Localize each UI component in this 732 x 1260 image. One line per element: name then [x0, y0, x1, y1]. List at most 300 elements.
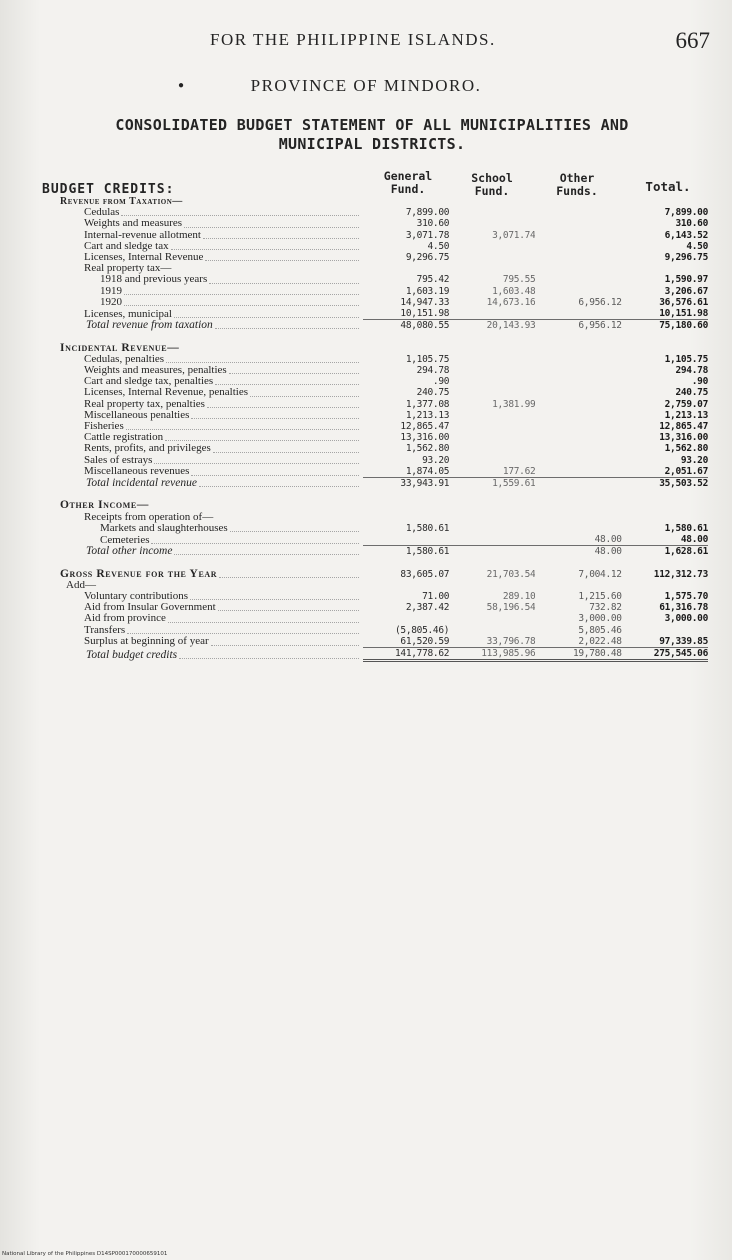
general-fund-cell: 61,520.59 [400, 635, 450, 647]
row-label-wrap [60, 569, 363, 580]
other-funds-cell [535, 421, 621, 432]
leader-dots [207, 406, 359, 408]
school-fund-cell: 20,143.93 [449, 320, 535, 332]
general-fund-cell: 310.60 [416, 218, 450, 230]
row-label: Add— [66, 579, 96, 591]
row-label-cell [60, 286, 363, 297]
row-label: Aid from Insular Government [84, 602, 216, 614]
row-label: Licenses, Internal Revenue, penalties [84, 387, 249, 399]
row-label-cell [60, 365, 363, 376]
row-label: Fisheries [84, 421, 124, 433]
table-row [60, 297, 708, 308]
table-row [60, 580, 708, 591]
row-label-cell [60, 399, 363, 410]
table-row [60, 343, 708, 354]
total-cell: 61,316.78 [659, 602, 708, 614]
general-fund-cell [363, 512, 449, 523]
row-label-cell [60, 252, 363, 263]
table-row [60, 443, 708, 454]
row-label-cell [60, 591, 363, 602]
total-cell [622, 512, 708, 523]
row-label: Real property tax, penalties [84, 398, 205, 410]
school-fund-cell: 113,985.96 [449, 648, 535, 661]
row-label-wrap [60, 309, 363, 320]
row-label-cell [60, 455, 363, 466]
general-fund-cell: 48,080.55 [363, 320, 449, 332]
school-fund-cell [449, 613, 535, 624]
table-row [60, 455, 708, 466]
general-fund-cell: 93.20 [422, 454, 450, 466]
row-label-wrap [60, 512, 363, 523]
other-funds-cell [535, 512, 621, 523]
general-fund-cell: (5,805.46) [394, 624, 450, 636]
leader-dots [215, 327, 359, 329]
leader-dots [121, 214, 358, 216]
row-label-wrap [60, 500, 363, 511]
school-fund-cell: 795.55 [502, 274, 536, 286]
school-fund-cell [449, 410, 535, 421]
row-label: Other Income— [60, 500, 149, 512]
row-spacer [60, 331, 708, 342]
table-row [60, 218, 708, 229]
leader-dots [211, 644, 359, 646]
other-funds-cell: 3,000.00 [578, 613, 622, 625]
total-cell: 93.20 [680, 454, 708, 466]
row-label-wrap [60, 602, 363, 613]
other-funds-cell [535, 399, 621, 410]
school-fund-cell [449, 580, 535, 591]
row-label-cell [60, 625, 363, 636]
school-fund-cell [449, 376, 535, 387]
leader-dots [199, 485, 359, 487]
leader-dots [166, 361, 359, 363]
row-label-cell [60, 546, 363, 558]
running-head [0, 30, 732, 54]
leader-dots [205, 259, 359, 261]
leader-dots [165, 439, 359, 441]
school-fund-cell [449, 365, 535, 376]
row-label-cell [60, 613, 363, 624]
table-row [60, 230, 708, 241]
row-label-cell [60, 636, 363, 648]
school-fund-cell: 177.62 [502, 465, 536, 477]
row-label-cell [60, 308, 363, 320]
general-fund-cell [363, 534, 449, 546]
row-label-wrap [60, 263, 363, 274]
row-label: Total incidental revenue [86, 477, 197, 490]
total-cell [622, 625, 708, 636]
table-row [60, 625, 708, 636]
leader-dots [250, 395, 359, 397]
leader-dots [151, 542, 358, 544]
column-header-school-line2: Fund. [474, 184, 510, 198]
general-fund-cell: 795.42 [416, 274, 450, 286]
total-cell: 112,312.73 [653, 568, 708, 580]
footer-credit: National Library of the Philippines D14SP000170000659101 [2, 1251, 168, 1257]
total-cell: 294.78 [675, 365, 708, 377]
row-label-cell [60, 410, 363, 421]
leader-dots [190, 598, 359, 600]
row-label: 1918 and previous years [100, 274, 208, 286]
column-header-school-fund [462, 172, 522, 198]
school-fund-cell [449, 207, 535, 218]
school-fund-cell [449, 546, 535, 558]
total-cell: 1,562.80 [664, 443, 708, 455]
general-fund-cell: 1,213.13 [405, 409, 450, 421]
total-cell: 310.60 [675, 218, 708, 230]
row-label-cell [60, 523, 363, 534]
row-label-wrap [60, 421, 363, 432]
row-label-cell [60, 500, 363, 511]
row-label: Rents, profits, and privileges [84, 443, 211, 455]
total-cell: 1,575.70 [664, 591, 708, 603]
total-cell: .90 [691, 376, 708, 388]
table-row [60, 569, 708, 580]
school-fund-cell [449, 443, 535, 454]
row-label-wrap [60, 546, 363, 557]
other-funds-cell: 6,956.12 [578, 296, 622, 308]
row-label-wrap [60, 354, 363, 365]
school-fund-cell: 3,071.74 [492, 229, 536, 241]
table-row [60, 320, 708, 332]
row-label-wrap [60, 580, 363, 591]
column-header-other-line1: Other [559, 171, 595, 185]
row-label-wrap [60, 455, 363, 466]
row-label-wrap [60, 443, 363, 454]
row-label-wrap [60, 196, 363, 207]
school-fund-cell [449, 241, 535, 252]
general-fund-cell: .90 [432, 376, 450, 388]
table-row [60, 263, 708, 274]
row-label: Cedulas [84, 207, 120, 219]
other-funds-cell [535, 207, 621, 218]
table-row [60, 252, 708, 263]
total-cell: 4.50 [686, 240, 708, 252]
table-row [60, 523, 708, 534]
table-row [60, 274, 708, 285]
general-fund-cell [363, 343, 449, 354]
table-row [60, 636, 708, 648]
school-fund-cell: 33,796.78 [486, 635, 536, 647]
table-row [60, 466, 708, 478]
other-funds-cell [535, 308, 621, 320]
province-title: PROVINCE OF MINDORO. [250, 76, 482, 95]
leader-dots [213, 451, 359, 453]
row-label: Cart and sledge tax [84, 240, 169, 252]
total-cell: 9,296.75 [664, 252, 708, 264]
row-spacer [60, 557, 708, 568]
table-row [60, 308, 708, 320]
other-funds-cell [535, 500, 621, 511]
total-cell: 48.00 [680, 534, 708, 546]
row-label-cell [60, 354, 363, 365]
total-cell: 10,151.98 [659, 308, 708, 320]
row-label-wrap [60, 432, 363, 443]
heading-line-1: CONSOLIDATED BUDGET STATEMENT OF ALL MUNICIPALITIES AND [115, 116, 629, 134]
general-fund-cell: 12,865.47 [400, 421, 450, 433]
school-fund-cell [449, 252, 535, 263]
row-label-cell [60, 569, 363, 580]
budget-credits-label: BUDGET CREDITS: [42, 182, 175, 197]
school-fund-cell [449, 196, 535, 207]
running-title: FOR THE PHILIPPINE ISLANDS. [210, 30, 496, 49]
row-label-wrap [60, 343, 363, 354]
table-row [60, 286, 708, 297]
row-label: Cart and sledge tax, penalties [84, 376, 214, 388]
row-label-cell [60, 580, 363, 591]
general-fund-cell: 14,947.33 [400, 296, 450, 308]
bullet-mark: ● [178, 80, 185, 91]
row-label-wrap [60, 478, 363, 489]
row-label: Internal-revenue allotment [84, 229, 201, 241]
school-fund-cell: 289.10 [502, 591, 536, 603]
row-label: Revenue from Taxation— [60, 196, 183, 207]
row-label-wrap [60, 625, 363, 636]
row-label-wrap [60, 376, 363, 387]
table-row [60, 354, 708, 365]
row-label: Licenses, Internal Revenue [84, 252, 204, 264]
row-label: Incidental Revenue— [60, 342, 180, 354]
other-funds-cell: 6,956.12 [535, 320, 621, 332]
row-label: Total budget credits [86, 648, 178, 661]
school-fund-cell [449, 523, 535, 534]
row-label: Licenses, municipal [84, 308, 172, 320]
row-label-cell [60, 320, 363, 332]
row-label: Weights and measures [84, 218, 183, 230]
general-fund-cell: 10,151.98 [400, 308, 450, 320]
table-row [60, 387, 708, 398]
school-fund-cell [449, 625, 535, 636]
other-funds-cell: 1,215.60 [578, 591, 622, 603]
other-funds-cell [535, 580, 621, 591]
budget-table-body [60, 196, 708, 661]
total-cell: 12,865.47 [659, 421, 708, 433]
other-funds-cell [535, 478, 621, 490]
other-funds-cell [535, 286, 621, 297]
other-funds-cell: 7,004.12 [578, 568, 622, 580]
general-fund-cell: 1,562.80 [405, 443, 450, 455]
heading-line-2: MUNICIPAL DISTRICTS. [278, 135, 466, 153]
row-label-wrap [60, 650, 363, 661]
general-fund-cell: 3,071.78 [405, 229, 450, 241]
general-fund-cell: 240.75 [416, 387, 450, 399]
leader-dots [219, 576, 359, 578]
total-cell: 240.75 [675, 387, 708, 399]
general-fund-cell: 1,377.08 [405, 398, 450, 410]
other-funds-cell [535, 387, 621, 398]
other-funds-cell [535, 274, 621, 285]
table-row [60, 478, 708, 490]
total-cell [622, 343, 708, 354]
row-label-cell [60, 478, 363, 490]
row-label-cell [60, 297, 363, 308]
school-fund-cell [449, 512, 535, 523]
total-cell: 97,339.85 [659, 635, 708, 647]
row-label-cell [60, 534, 363, 546]
row-label-wrap [60, 410, 363, 421]
general-fund-cell [363, 580, 449, 591]
total-cell: 35,503.52 [622, 478, 708, 490]
school-fund-cell: 1,559.61 [449, 478, 535, 490]
leader-dots [179, 657, 359, 659]
general-fund-cell: 83,605.07 [400, 568, 450, 580]
total-cell: 275,545.06 [622, 648, 708, 661]
table-row [60, 376, 708, 387]
other-funds-cell [535, 523, 621, 534]
row-label: Sales of estrays [84, 454, 153, 466]
page-number: 667 [675, 28, 710, 53]
row-label-cell [60, 263, 363, 274]
school-fund-cell [449, 308, 535, 320]
other-funds-cell [535, 376, 621, 387]
general-fund-cell [363, 196, 449, 207]
school-fund-cell: 14,673.16 [486, 296, 536, 308]
row-label: Real property tax— [84, 263, 172, 275]
row-label: Cemeteries [100, 534, 150, 546]
column-header-other-funds [546, 172, 608, 198]
row-label-wrap [60, 241, 363, 252]
leader-dots [230, 530, 359, 532]
column-header-general-line1: General [383, 169, 433, 183]
general-fund-cell: 2,387.42 [405, 602, 450, 614]
column-header-general-line2: Fund. [390, 182, 426, 196]
row-label-wrap [60, 320, 363, 331]
row-label-cell [60, 512, 363, 523]
row-label: Miscellaneous penalties [84, 409, 190, 421]
other-funds-cell: 19,780.48 [535, 648, 621, 661]
row-label-cell [60, 218, 363, 229]
total-cell: 1,580.61 [664, 522, 708, 534]
leader-dots [154, 462, 358, 464]
other-funds-cell [535, 252, 621, 263]
total-cell: 13,316.00 [659, 432, 708, 444]
row-label-wrap [60, 523, 363, 534]
leader-dots [124, 304, 359, 306]
school-fund-cell: 1,603.48 [492, 285, 536, 297]
general-fund-cell [363, 613, 449, 624]
leader-dots [174, 316, 359, 318]
row-label-cell [60, 432, 363, 443]
row-label: Receipts from operation of— [84, 511, 214, 523]
total-cell: 6,143.52 [664, 229, 708, 241]
other-funds-cell: 48.00 [535, 546, 621, 558]
leader-dots [218, 609, 359, 611]
row-label-wrap [60, 252, 363, 263]
school-fund-cell: 58,196.54 [486, 602, 536, 614]
general-fund-cell [363, 500, 449, 511]
other-funds-cell [535, 241, 621, 252]
other-funds-cell [535, 354, 621, 365]
row-label-cell [60, 343, 363, 354]
row-label-cell [60, 443, 363, 454]
general-fund-cell: 33,943.91 [363, 478, 449, 490]
general-fund-cell: 13,316.00 [400, 432, 450, 444]
total-cell: 2,051.67 [664, 465, 708, 477]
row-label-cell [60, 207, 363, 218]
leader-dots [191, 474, 359, 476]
leader-dots [127, 632, 359, 634]
school-fund-cell: 1,381.99 [492, 398, 536, 410]
row-label-wrap [60, 466, 363, 477]
table-row [60, 500, 708, 511]
column-header-other-line2: Funds. [556, 184, 598, 198]
total-cell: 36,576.61 [659, 296, 708, 308]
school-fund-cell [449, 263, 535, 274]
row-label: Markets and slaughterhouses [100, 522, 228, 534]
other-funds-cell: 48.00 [594, 534, 622, 546]
total-cell: 1,590.97 [664, 274, 708, 286]
school-fund-cell [449, 421, 535, 432]
table-row [60, 365, 708, 376]
row-label-cell [60, 196, 363, 207]
other-funds-cell [535, 466, 621, 478]
general-fund-cell: 7,899.00 [405, 207, 450, 219]
total-cell: 1,628.61 [622, 546, 708, 558]
general-fund-cell: 294.78 [416, 365, 450, 377]
leader-dots [171, 248, 359, 250]
row-label-wrap [60, 286, 363, 297]
other-funds-cell: 732.82 [589, 602, 622, 614]
row-label: Total revenue from taxation [86, 319, 213, 332]
leader-dots [174, 553, 358, 555]
total-cell: 1,105.75 [664, 353, 708, 365]
row-label-cell [60, 602, 363, 613]
row-label: Voluntary contributions [84, 591, 188, 603]
table-row [60, 534, 708, 546]
row-label: Miscellaneous revenues [84, 465, 190, 478]
leader-dots [215, 383, 359, 385]
table-row [60, 207, 708, 218]
row-label-wrap [60, 535, 363, 546]
table-row [60, 432, 708, 443]
row-label-cell [60, 387, 363, 398]
total-cell [622, 263, 708, 274]
row-label-wrap [60, 636, 363, 647]
row-label-wrap [60, 207, 363, 218]
leader-dots [203, 237, 359, 239]
other-funds-cell [535, 365, 621, 376]
general-fund-cell: 1,603.19 [405, 285, 450, 297]
total-cell: 1,213.13 [664, 409, 708, 421]
table-row [60, 648, 708, 661]
leader-dots [229, 372, 359, 374]
general-fund-cell: 1,580.61 [363, 546, 449, 558]
row-label-cell [60, 376, 363, 387]
table-row [60, 546, 708, 558]
table-row [60, 399, 708, 410]
other-funds-cell [535, 230, 621, 241]
general-fund-cell: 141,778.62 [363, 648, 449, 661]
row-label: Cedulas, penalties [84, 353, 165, 365]
leader-dots [126, 428, 359, 430]
statement-heading [52, 116, 692, 154]
row-label: Weights and measures, penalties [84, 365, 227, 377]
row-label-wrap [60, 218, 363, 229]
total-cell [622, 580, 708, 591]
row-label-cell [60, 274, 363, 285]
row-label-wrap [60, 399, 363, 410]
leader-dots [184, 226, 359, 228]
total-cell: 75,180.60 [622, 320, 708, 332]
school-fund-cell [449, 354, 535, 365]
column-header-school-line1: School [471, 171, 513, 185]
row-label: Gross Revenue for the Year [60, 568, 218, 580]
general-fund-cell: 4.50 [427, 240, 450, 252]
row-label-wrap [60, 387, 363, 398]
school-fund-cell [449, 387, 535, 398]
column-header-total: Total. [645, 179, 691, 194]
row-label-cell [60, 230, 363, 241]
